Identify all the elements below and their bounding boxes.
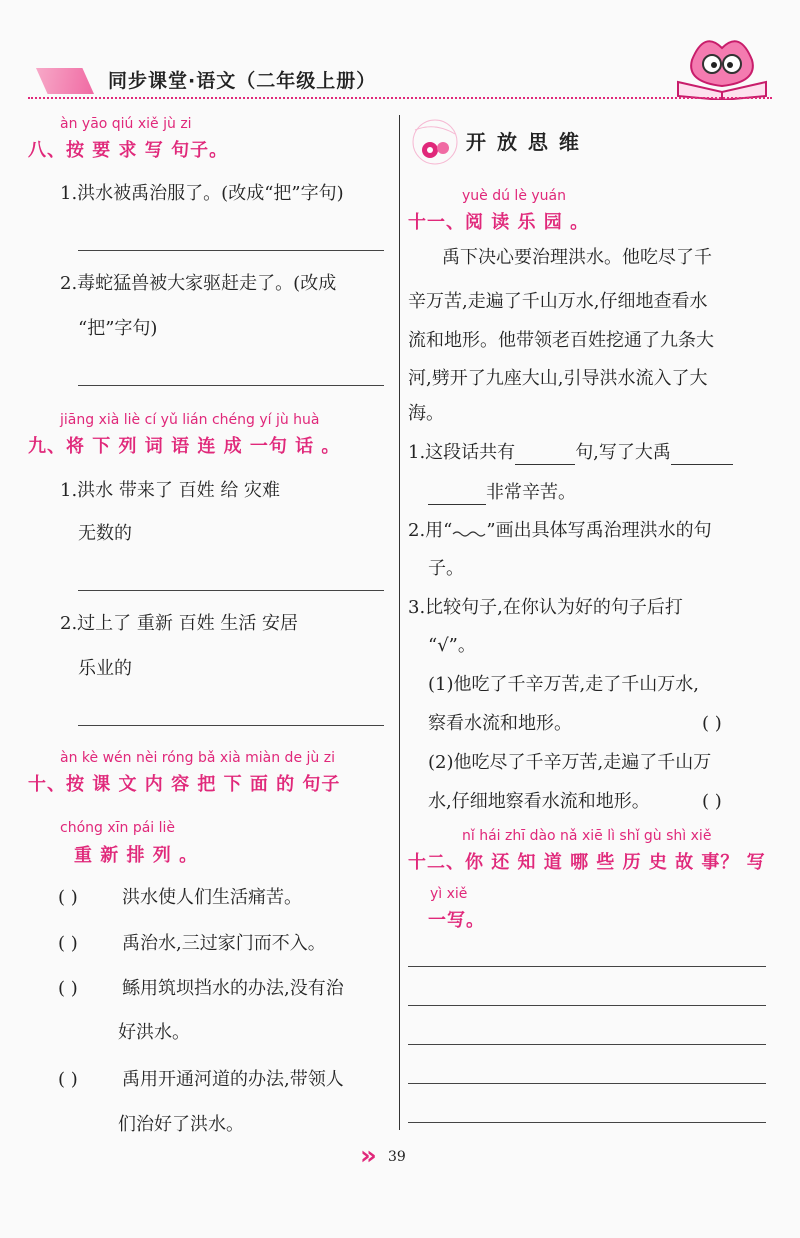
s10-item3-text: 鲧用筑坝挡水的办法,没有治 xyxy=(122,978,344,999)
s11-option2-line1: (2)他吃尽了千辛万苦,走遍了千山万 xyxy=(428,752,712,773)
s10-item4-paren[interactable]: ( ) xyxy=(58,1069,78,1090)
wavy-underline-icon xyxy=(452,524,486,538)
s12-pinyin2: yì xiě xyxy=(430,886,468,902)
s10-pinyin2: chóng xīn pái liè xyxy=(60,820,176,836)
s8-q2-line2: “把”字句) xyxy=(78,318,158,339)
s10-item3-text-line2: 好洪水。 xyxy=(118,1022,190,1043)
s11-option2-answer-paren[interactable]: ( ) xyxy=(702,791,722,812)
s8-q1: 1.洪水被禹治服了。(改成“把”字句) xyxy=(60,183,344,204)
header-pink-band xyxy=(36,68,94,94)
double-chevron-icon: » xyxy=(360,1141,377,1171)
s11-q1-line2 xyxy=(428,481,576,505)
passage-line4: 河,劈开了九座大山,引导洪水流入了大 xyxy=(408,368,708,389)
s9-q1-line2: 无数的 xyxy=(78,523,132,544)
s8-q1-answer-line[interactable] xyxy=(78,250,384,251)
s12-answer-line-3[interactable] xyxy=(408,1044,766,1045)
page-title: 同步课堂·语文（二年级上册） xyxy=(108,70,377,92)
s11-q2-line1 xyxy=(408,519,712,543)
s11-q1-blank1[interactable] xyxy=(515,444,575,465)
s8-q2-answer-line[interactable] xyxy=(78,385,384,386)
s11-option2-line2: 水,仔细地察看水流和地形。 xyxy=(428,791,650,812)
s10-heading2: 重 新 排 列 。 xyxy=(74,845,199,866)
s11-q1-blank2[interactable] xyxy=(671,444,733,465)
flower-decoration-icon xyxy=(405,112,475,172)
s9-q1-answer-line[interactable] xyxy=(78,590,384,591)
banner-title: 开 放 思 维 xyxy=(466,130,581,154)
s9-q2-answer-line[interactable] xyxy=(78,725,384,726)
s11-option1-answer-paren[interactable]: ( ) xyxy=(702,713,722,734)
s10-item4-text: 禹用开通河道的办法,带领人 xyxy=(122,1069,344,1090)
s9-q2-line1: 2.过上了 重新 百姓 生活 安居 xyxy=(60,613,299,634)
s12-heading1: 十二、你 还 知 道 哪 些 历 史 故 事？ 写 xyxy=(408,852,766,873)
s9-pinyin: jiāng xià liè cí yǔ lián chéng yí jù huà xyxy=(60,412,320,428)
s11-q3-line2: “√”。 xyxy=(428,635,476,656)
s10-heading1: 十、按 课 文 内 容 把 下 面 的 句子 xyxy=(28,774,341,795)
s10-item1-text: 洪水使人们生活痛苦。 xyxy=(122,887,302,908)
s11-option1-line2: 察看水流和地形。 xyxy=(428,713,572,734)
s9-q1-line1: 1.洪水 带来了 百姓 给 灾难 xyxy=(60,480,281,501)
s9-q2-line2: 乐业的 xyxy=(78,658,132,679)
s12-answer-line-5[interactable] xyxy=(408,1122,766,1123)
s11-heading: 十一、阅 读 乐 园 。 xyxy=(408,212,590,233)
s12-answer-line-2[interactable] xyxy=(408,1005,766,1006)
passage-line2: 辛万苦,走遍了千山万水,仔细地查看水 xyxy=(408,291,708,312)
s12-answer-line-4[interactable] xyxy=(408,1083,766,1084)
s11-option1-line1: (1)他吃了千辛万苦,走了千山万水, xyxy=(428,674,699,695)
s12-heading2: 一写。 xyxy=(428,910,485,931)
s10-item2-text: 禹治水,三过家门而不入。 xyxy=(122,933,326,954)
s11-q1-line1 xyxy=(408,441,733,465)
s12-pinyin1: nǐ hái zhī dào nǎ xiē lì shǐ gù shì xiě xyxy=(462,828,712,844)
s11-pinyin: yuè dú lè yuán xyxy=(462,188,566,204)
s8-pinyin: àn yāo qiú xiě jù zi xyxy=(60,116,192,132)
s8-heading: 八、按 要 求 写 句子。 xyxy=(28,140,229,161)
header-dotted-rule xyxy=(28,97,772,99)
s10-item4-text-line2: 们治好了洪水。 xyxy=(118,1114,244,1135)
column-divider xyxy=(399,115,400,1130)
s11-q2-text-b: ”画出具体写禹治理洪水的句 xyxy=(486,520,712,541)
s11-q2-text-a: 2.用“ xyxy=(408,520,453,541)
s11-q1-text-a: 1.这段话共有 xyxy=(408,442,516,463)
s11-q2-line2: 子。 xyxy=(428,558,464,579)
owl-book-icon xyxy=(672,30,772,100)
passage-line5: 海。 xyxy=(408,403,444,424)
passage-line3: 流和地形。他带领老百姓挖通了九条大 xyxy=(408,330,714,351)
s11-q3-line1: 3.比较句子,在你认为好的句子后打 xyxy=(408,597,683,618)
s8-q2-line1: 2.毒蛇猛兽被大家驱赶走了。(改成 xyxy=(60,273,337,294)
header-tab xyxy=(36,66,456,96)
s10-item2-paren[interactable]: ( ) xyxy=(58,933,78,954)
s11-q1-text-b: 句,写了大禹 xyxy=(575,442,671,463)
s11-q1-text-c: 非常辛苦。 xyxy=(486,482,576,503)
s9-heading: 九、将 下 列 词 语 连 成 一句 话 。 xyxy=(28,436,341,457)
s10-item3-paren[interactable]: ( ) xyxy=(58,978,78,999)
passage-line1: 禹下决心要治理洪水。他吃尽了千 xyxy=(442,247,712,268)
s12-answer-line-1[interactable] xyxy=(408,966,766,967)
s10-pinyin1: àn kè wén nèi róng bǎ xià miàn de jù zi xyxy=(60,750,335,766)
s11-q1-blank3[interactable] xyxy=(428,484,486,505)
page-number: 39 xyxy=(388,1149,406,1165)
s10-item1-paren[interactable]: ( ) xyxy=(58,887,78,908)
